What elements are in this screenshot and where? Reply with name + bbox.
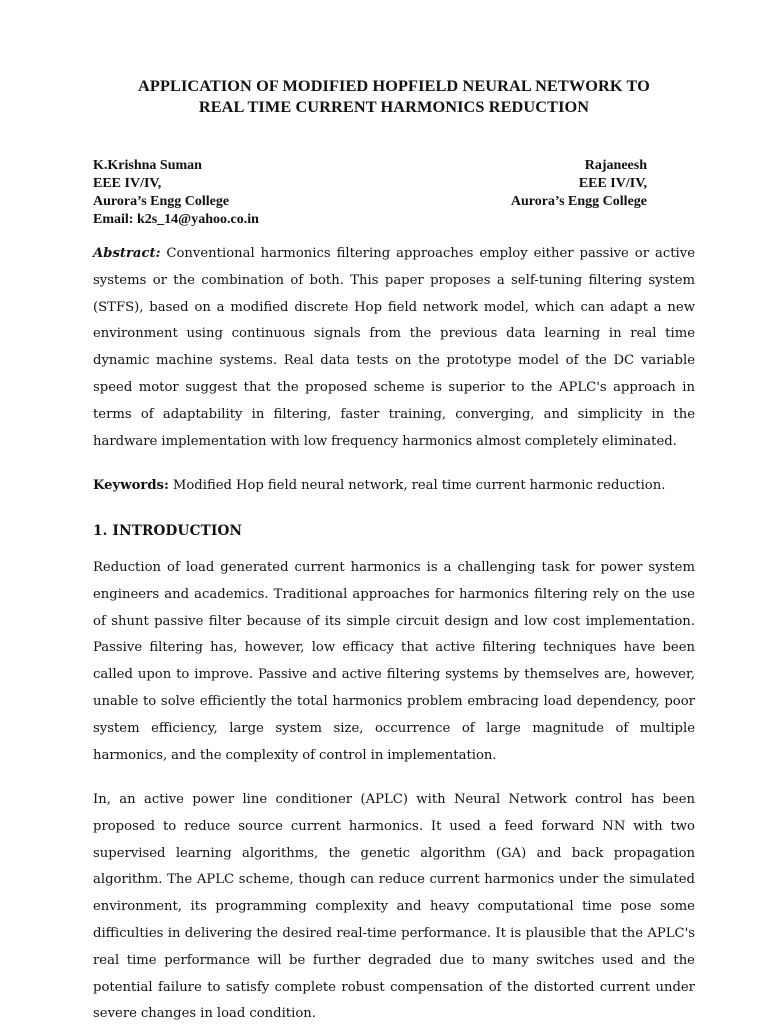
author-name: K.Krishna Suman (93, 158, 202, 173)
author-college: Aurora’s Engg College (510, 194, 647, 209)
section-heading-introduction: 1. INTRODUCTION (93, 523, 243, 539)
author-email: Email: k2s_14@yahoo.co.in (93, 212, 259, 227)
keywords-text: Modified Hop field neural network, real time current harmonic reduction. (168, 478, 666, 493)
author-department: EEE IV/IV, (93, 176, 162, 191)
author-name: Rajaneesh (584, 158, 647, 173)
paper-title-line-1: APPLICATION OF MODIFIED HOPFIELD NEURAL NETWORK TO (138, 76, 650, 95)
author-block-right (470, 157, 647, 211)
abstract-label: Abstract: (93, 246, 161, 261)
author-college: Aurora’s Engg College (93, 194, 230, 209)
author-department: EEE IV/IV, (578, 176, 647, 191)
keywords-label: Keywords: (93, 478, 169, 493)
introduction-paragraph-2: In, an active power line conditioner (APLC) with Neural Network control has been proposed to reduce source current harmonics. It used a feed forward NN with two supervised learning algorithms, the genetic algorithm (GA) and back propagation algorithm. The APLC scheme, though can reduce current harmonics under the simulated environment, its programming complexity and heavy computational time pose some difficulties in delivering the desired real-time performance. It is plausible that the APLC's real time performance will be further degraded due to many switches used and the potential failure to satisfy complete robust compensation of the distorted current under severe changes in load condition. (93, 792, 695, 1022)
abstract-text: Conventional harmonics filtering approaches employ either passive or active systems or the combination of both. This paper proposes a self-tuning filtering system (STFS), based on a modified discrete Hop field network model, which can adapt a new environment using continuous signals from the previous data learning in real time dynamic machine systems. Real data tests on the prototype model of the DC variable speed motor suggest that the proposed scheme is superior to the APLC's approach in terms of adaptability in filtering, faster training, converging, and simplicity in the hardware implementation with low frequency harmonics almost completely eliminated. (93, 246, 695, 449)
abstract-paragraph (93, 241, 695, 455)
introduction-paragraph-1: Reduction of load generated current harmonics is a challenging task for power system engineers and academics. Traditional approaches for harmonics filtering rely on the use of shunt passive filter because of its simple circuit design and low cost implementation. Passive filtering has, however, low efficacy that active filtering techniques have been called upon to improve. Passive and active filtering systems by themselves are, however, unable to solve efficiently the total harmonics problem embracing load dependency, poor system efficiency, large system size, occurrence of large magnitude of multiple harmonics, and the complexity of control in implementation. (93, 560, 695, 763)
keywords-paragraph (93, 473, 695, 500)
author-block-left (93, 157, 259, 229)
paper-title-line-2: REAL TIME CURRENT HARMONICS REDUCTION (198, 97, 590, 116)
